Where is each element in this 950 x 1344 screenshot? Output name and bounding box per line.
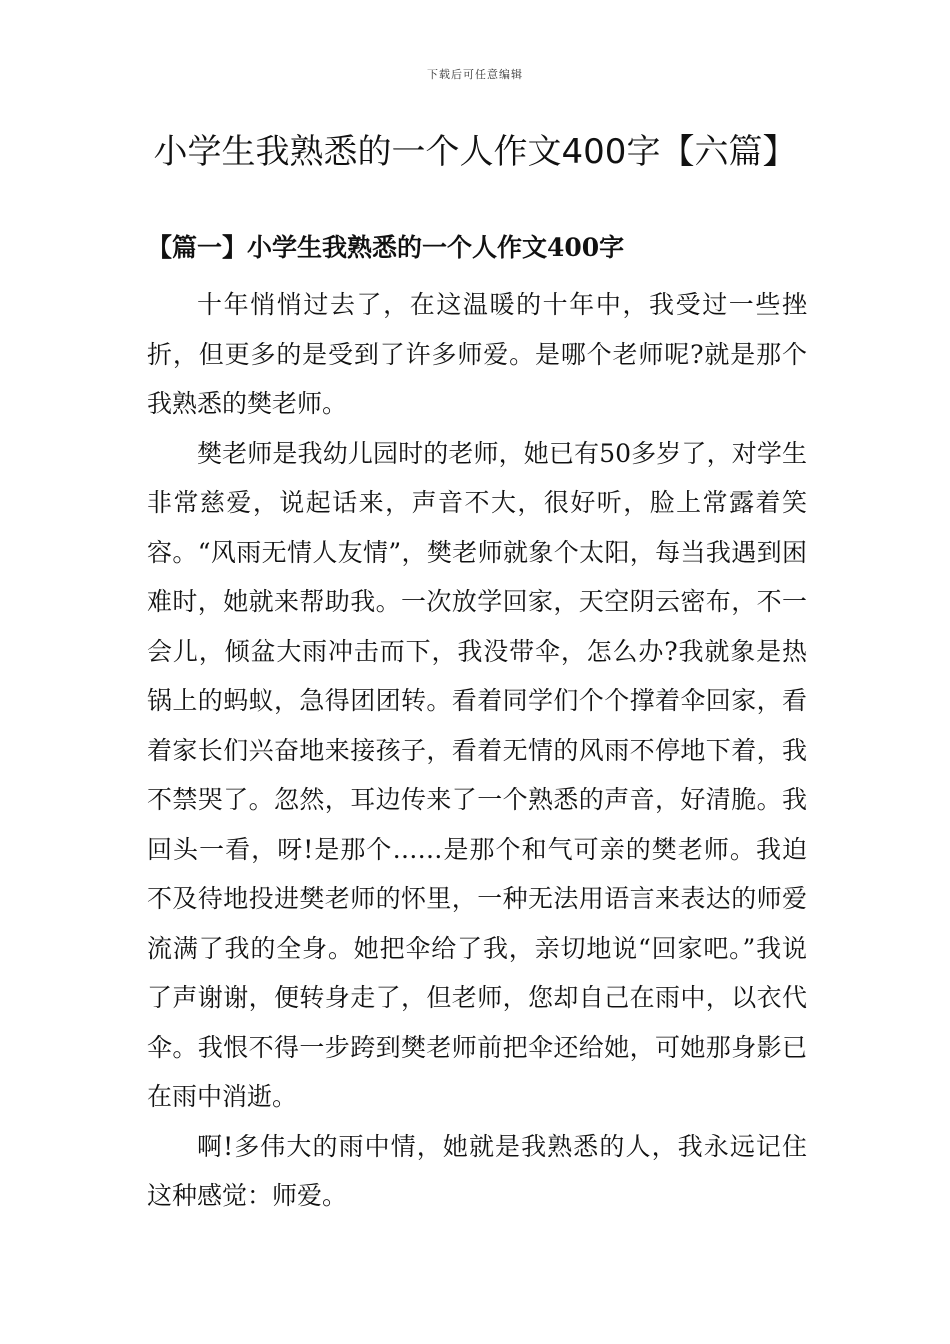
paragraph-1: 十年悄悄过去了，在这温暖的十年中，我受过一些挫折，但更多的是受到了许多师爱。是哪个老师呢?就是那个我熟悉的樊老师。 (147, 290, 807, 418)
article-body (147, 280, 807, 1221)
paragraph-3: 啊!多伟大的雨中情，她就是我熟悉的人，我永远记住这种感觉：师爱。 (147, 1131, 807, 1210)
section-heading: 【篇一】小学生我熟悉的一个人作文400字 (147, 233, 625, 262)
paragraph-2: 樊老师是我幼儿园时的老师，她已有50多岁了，对学生非常慈爱，说起话来，声音不大，很好听，脸上常露着笑容。“风雨无情人友情”，樊老师就象个太阳，每当我遇到困难时，她就来帮助我。一次放学回家，天空阴云密布，不一会儿，倾盆大雨冲击而下，我没带伞，怎么办?我就象是热锅上的蚂蚁，急得团团转。看着同学们个个撑着伞回家，看着家长们兴奋地来接孩子，看着无情的风雨不停地下着，我不禁哭了。忽然，耳边传来了一个熟悉的声音，好清脆。我回头一看，呀!是那个……是那个和气可亲的樊老师。我迫不及待地投进樊老师的怀里，一种无法用语言来表达的师爱流满了我的全身。她把伞给了我，亲切地说“回家吧。”我说了声谢谢，便转身走了，但老师，您却自己在雨中，以衣代伞。我恨不得一步跨到樊老师前把伞还给她，可她那身影已在雨中消逝。 (147, 438, 807, 1111)
header-note: 下载后可任意编辑 (427, 68, 523, 81)
document-title: 小学生我熟悉的一个人作文400字【六篇】 (153, 132, 797, 172)
